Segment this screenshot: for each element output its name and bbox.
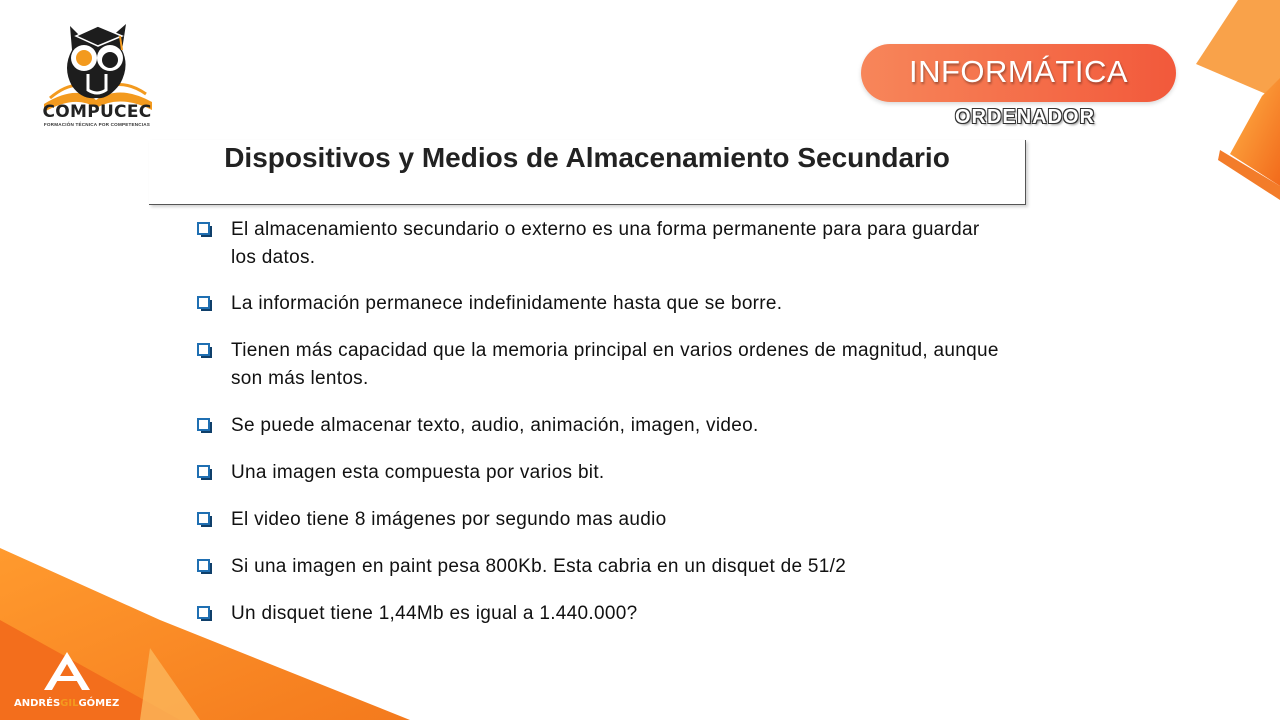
title-box (149, 140, 1026, 205)
bullet-text: Se puede almacenar texto, audio, animación, imagen, video. (231, 415, 759, 436)
subject-pill (861, 44, 1176, 102)
checkbox-bullet-icon (197, 296, 213, 312)
topic-label: ORDENADOR (954, 106, 1096, 128)
checkbox-bullet-icon (197, 606, 213, 622)
checkbox-bullet-icon (197, 465, 213, 481)
bullet-list (193, 216, 1003, 628)
bullet-text: La información permanece indefinidamente hasta que se borre. (231, 293, 783, 314)
bullet-text: Si una imagen en paint pesa 800Kb. Esta cabria en un disquet de 51/2 (231, 556, 847, 577)
shard-top-right-1 (1196, 0, 1280, 100)
bullet-item (193, 506, 1003, 534)
checkbox-bullet-icon (197, 559, 213, 575)
subject-label: INFORMÁTICA (908, 54, 1129, 89)
checkbox-bullet-icon (197, 222, 213, 238)
bullet-text: Un disquet tiene 1,44Mb es igual a 1.440.000? (231, 603, 638, 624)
bullet-item (193, 290, 1003, 318)
bullet-item (193, 600, 1003, 628)
bullet-text: El video tiene 8 imágenes por segundo mas audio (231, 509, 667, 530)
bullet-item (193, 216, 1003, 272)
author-last-name: GÓMEZ (78, 698, 120, 709)
bullet-text: El almacenamiento secundario o externo es una forma permanente para para guardar los datos. (231, 219, 980, 268)
bullet-text: Tienen más capacidad que la memoria principal en varios ordenes de magnitud, aunque son más lentos. (231, 340, 999, 389)
checkbox-bullet-icon (197, 512, 213, 528)
bullet-item (193, 412, 1003, 440)
author-first-name: ANDRÉS (14, 698, 61, 709)
author-middle-name: GIL (60, 698, 79, 709)
checkbox-bullet-icon (197, 418, 213, 434)
author-signature (14, 698, 119, 709)
slide-title: Dispositivos y Medios de Almacenamiento Secundario (224, 142, 950, 173)
brand-tagline: FORMACIÓN TÉCNICA POR COMPETENCIAS (43, 122, 151, 127)
bullet-item (193, 337, 1003, 393)
checkbox-bullet-icon (197, 343, 213, 359)
bullet-item (193, 459, 1003, 487)
bullet-item (193, 553, 1003, 581)
bullet-text: Una imagen esta compuesta por varios bit. (231, 462, 605, 483)
brand-name: COMPUCEC (42, 102, 152, 122)
